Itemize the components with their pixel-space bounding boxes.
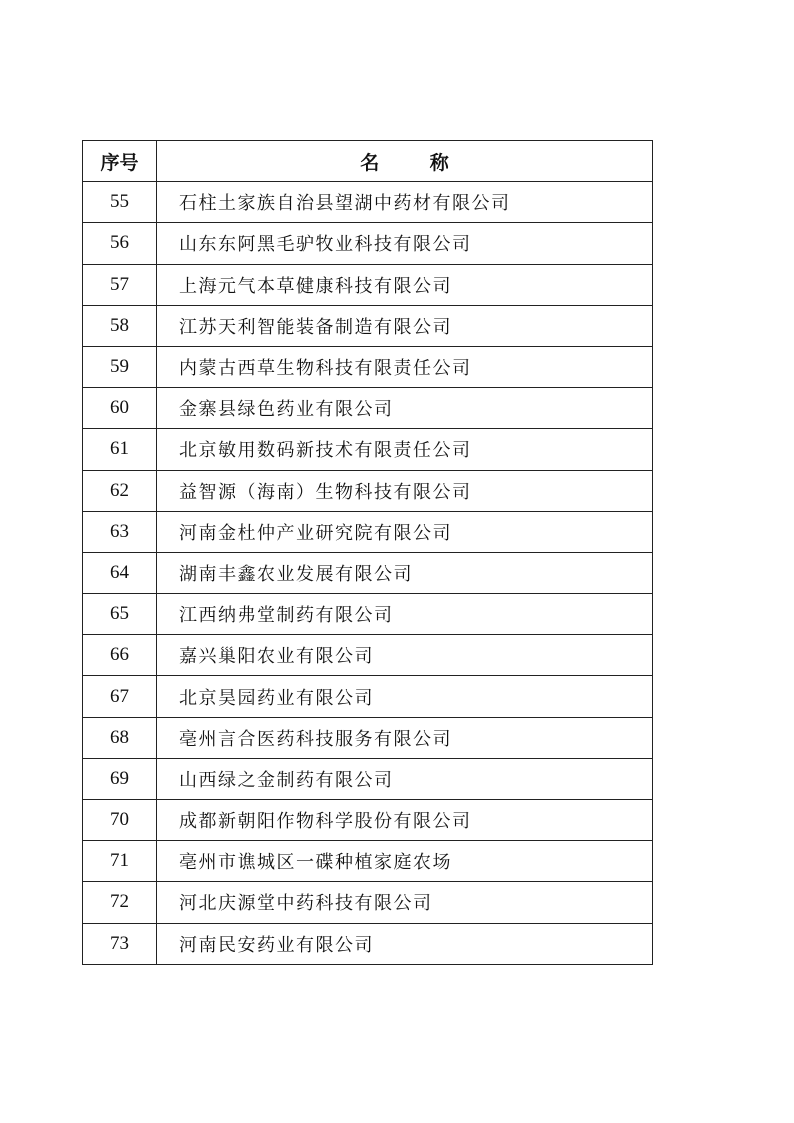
row-company-name: 江西纳弗堂制药有限公司 — [157, 594, 653, 635]
table-row — [83, 429, 653, 470]
row-company-name: 湖南丰鑫农业发展有限公司 — [157, 552, 653, 593]
row-company-name: 金寨县绿色药业有限公司 — [157, 388, 653, 429]
row-company-name: 成都新朝阳作物科学股份有限公司 — [157, 800, 653, 841]
table-row — [83, 470, 653, 511]
table-row — [83, 676, 653, 717]
row-company-name: 山东东阿黑毛驴牧业科技有限公司 — [157, 223, 653, 264]
row-company-name: 亳州言合医药科技服务有限公司 — [157, 717, 653, 758]
table-row — [83, 223, 653, 264]
row-number: 60 — [83, 388, 157, 429]
table-row — [83, 305, 653, 346]
row-company-name: 河南民安药业有限公司 — [157, 923, 653, 964]
row-company-name: 益智源（海南）生物科技有限公司 — [157, 470, 653, 511]
row-number: 70 — [83, 800, 157, 841]
row-company-name: 河南金杜仲产业研究院有限公司 — [157, 511, 653, 552]
row-number: 58 — [83, 305, 157, 346]
table-row — [83, 758, 653, 799]
table-row — [83, 264, 653, 305]
row-company-name: 河北庆源堂中药科技有限公司 — [157, 882, 653, 923]
table-row — [83, 552, 653, 593]
table-row — [83, 882, 653, 923]
row-number: 64 — [83, 552, 157, 593]
row-number: 72 — [83, 882, 157, 923]
row-company-name: 嘉兴巢阳农业有限公司 — [157, 635, 653, 676]
header-row — [83, 141, 653, 182]
row-number: 69 — [83, 758, 157, 799]
row-company-name: 北京敏用数码新技术有限责任公司 — [157, 429, 653, 470]
row-number: 66 — [83, 635, 157, 676]
table-header — [83, 141, 653, 182]
table-row — [83, 594, 653, 635]
table-row — [83, 635, 653, 676]
row-company-name: 北京昊园药业有限公司 — [157, 676, 653, 717]
row-company-name: 江苏天利智能装备制造有限公司 — [157, 305, 653, 346]
row-number: 59 — [83, 346, 157, 387]
company-list-table — [82, 140, 653, 965]
table-row — [83, 346, 653, 387]
row-number: 62 — [83, 470, 157, 511]
table-row — [83, 841, 653, 882]
row-number: 63 — [83, 511, 157, 552]
row-number: 71 — [83, 841, 157, 882]
header-number: 序号 — [83, 141, 157, 182]
row-number: 65 — [83, 594, 157, 635]
row-number: 55 — [83, 182, 157, 223]
table-row — [83, 182, 653, 223]
table-row — [83, 717, 653, 758]
row-number: 56 — [83, 223, 157, 264]
row-number: 73 — [83, 923, 157, 964]
header-name: 名 称 — [157, 141, 653, 182]
row-number: 57 — [83, 264, 157, 305]
table-row — [83, 923, 653, 964]
row-company-name: 石柱土家族自治县望湖中药材有限公司 — [157, 182, 653, 223]
row-number: 67 — [83, 676, 157, 717]
row-company-name: 亳州市谯城区一碟种植家庭农场 — [157, 841, 653, 882]
table-row — [83, 511, 653, 552]
table-row — [83, 800, 653, 841]
row-number: 68 — [83, 717, 157, 758]
table-body — [83, 182, 653, 965]
table-row — [83, 388, 653, 429]
row-company-name: 内蒙古西草生物科技有限责任公司 — [157, 346, 653, 387]
row-number: 61 — [83, 429, 157, 470]
row-company-name: 山西绿之金制药有限公司 — [157, 758, 653, 799]
row-company-name: 上海元气本草健康科技有限公司 — [157, 264, 653, 305]
